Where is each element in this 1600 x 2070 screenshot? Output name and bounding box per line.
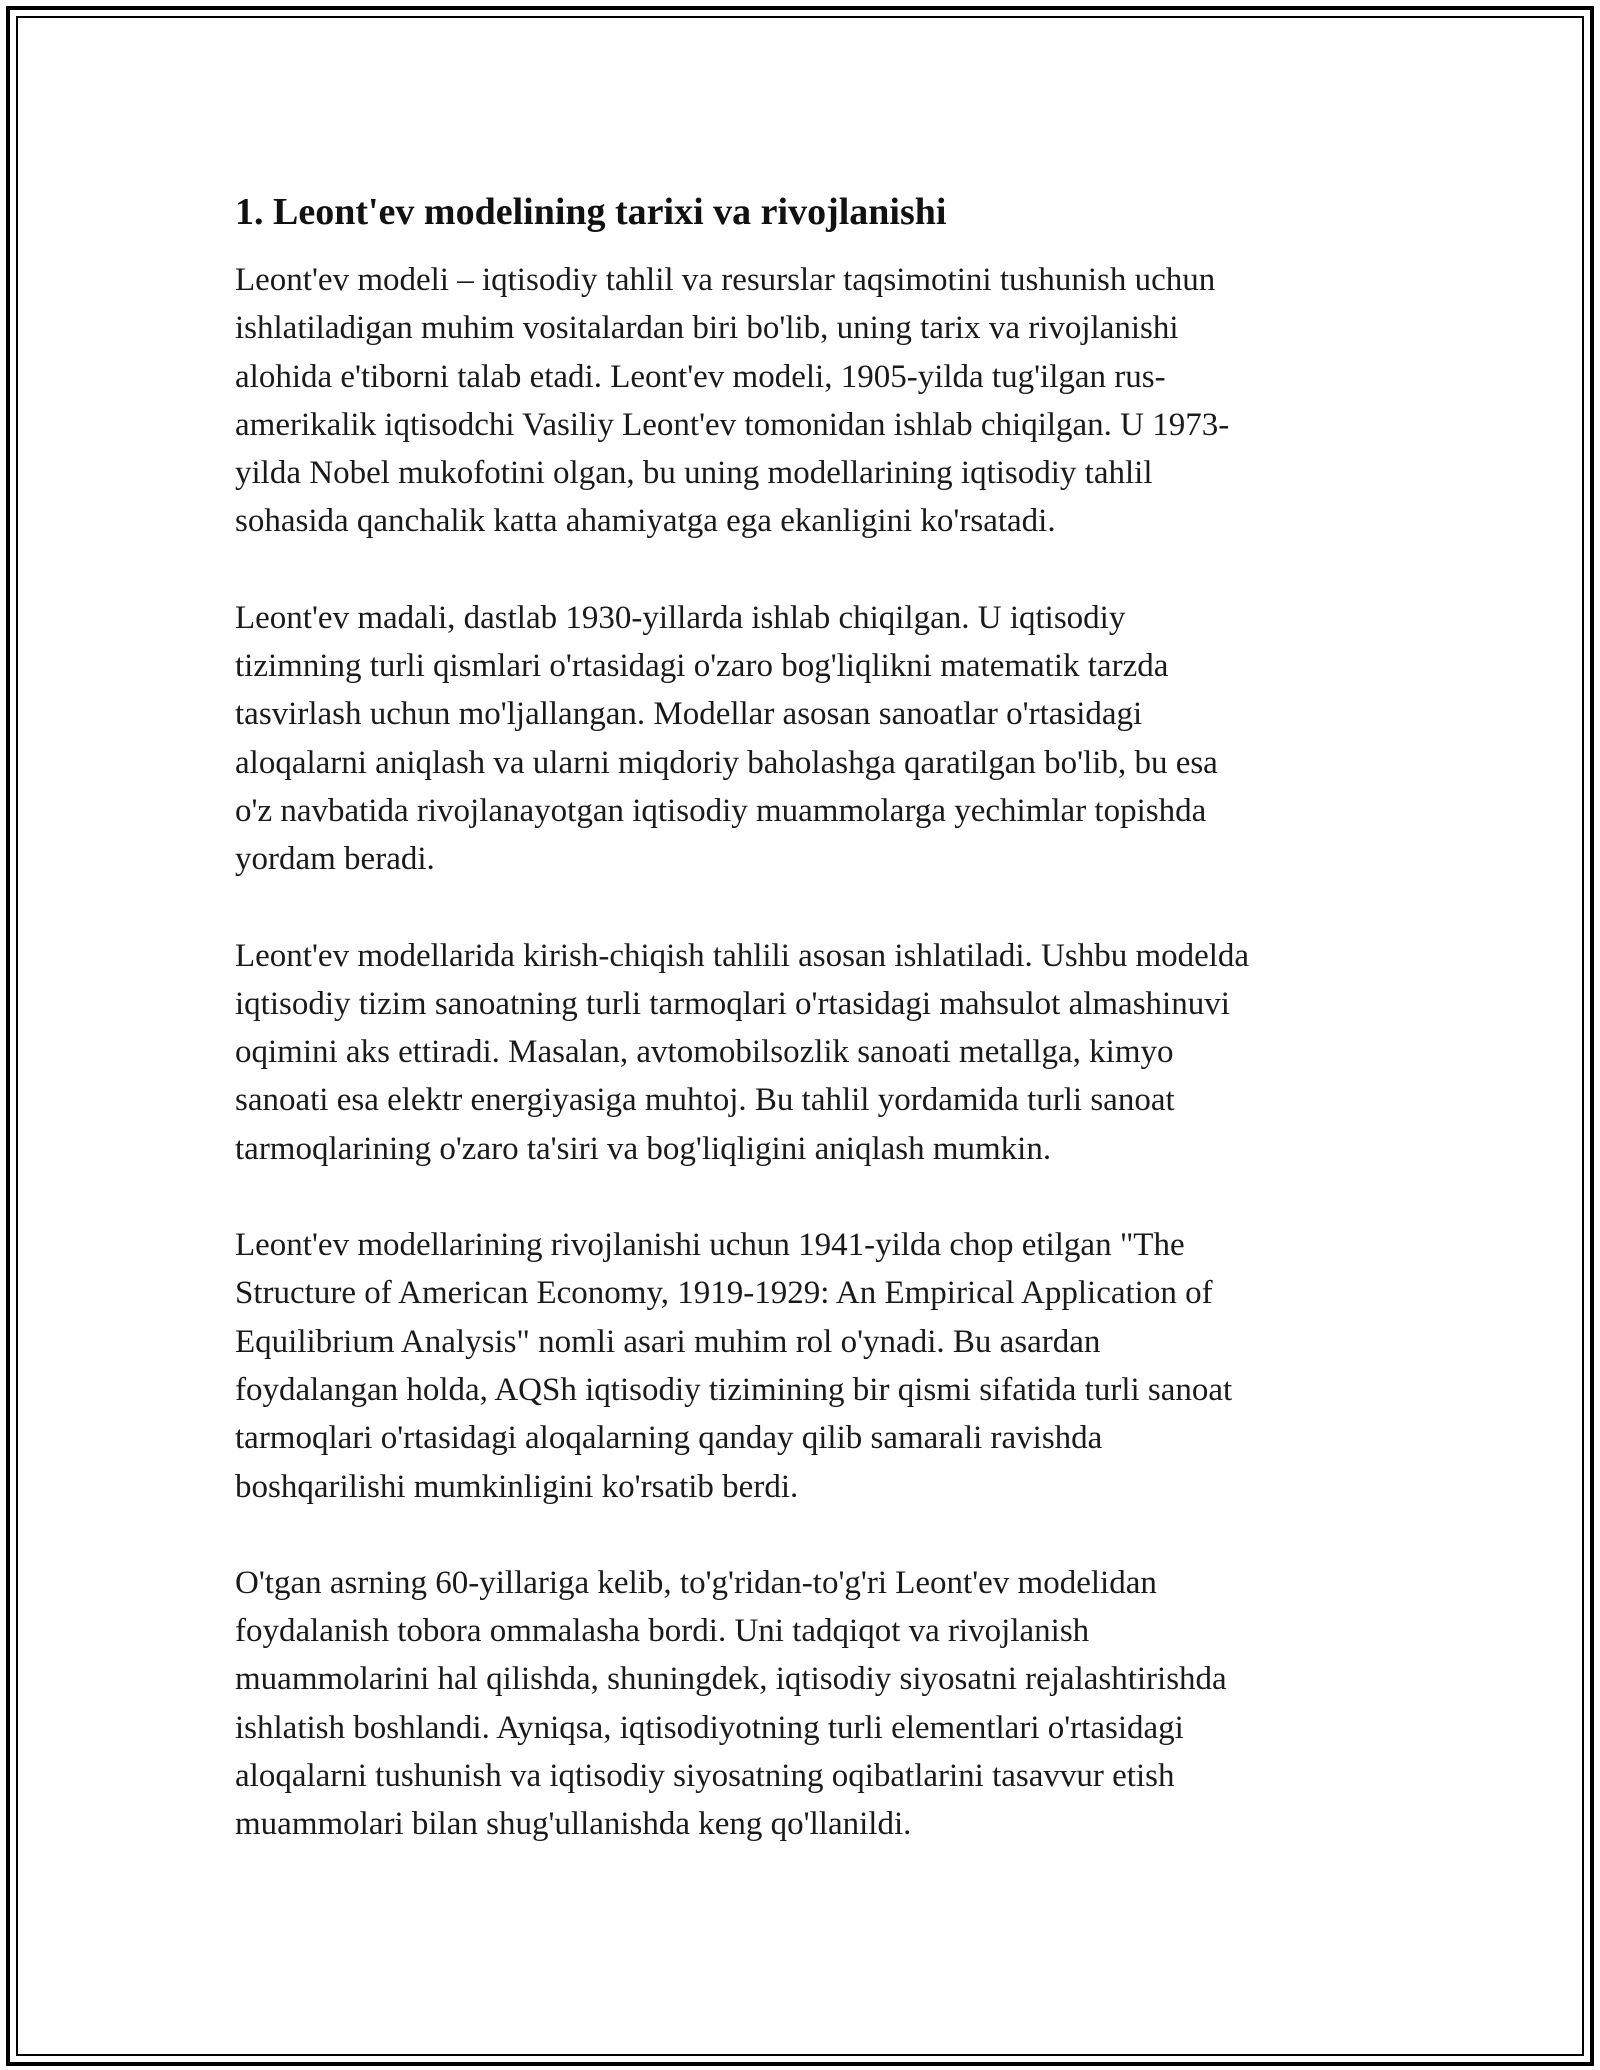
paragraph-line: tasvirlash uchun mo'ljallangan. Modellar asosan sanoatlar o'rtasidagi [235,696,1143,733]
paragraph-line: O'tgan asrning 60-yillariga kelib, to'g'ridan-to'g'ri Leont'ev modelidan [235,1564,1157,1601]
paragraph-line: Leont'ev madali, dastlab 1930-yillarda ishlab chiqilgan. U iqtisodiy [235,599,1126,636]
paragraph-line: foydalangan holda, AQSh iqtisodiy tizimining bir qismi sifatida turli sanoat [235,1371,1233,1408]
paragraph-line: muammolari bilan shug'ullanishda keng qo'llanildi. [235,1806,912,1843]
paragraph-4 [235,1221,1385,1511]
paragraph-line: amerikalik iqtisodchi Vasiliy Leont'ev tomonidan ishlab chiqilgan. U 1973- [235,406,1230,443]
paragraph-line: Leont'ev modellarining rivojlanishi uchun 1941-yilda chop etilgan "The [235,1227,1185,1264]
paragraph-line: tarmoqlarining o'zaro ta'siri va bog'liqligini aniqlash mumkin. [235,1130,1052,1167]
paragraph-line: Equilibrium Analysis" nomli asari muhim rol o'ynadi. Bu asardan [235,1323,1101,1360]
paragraph-line: foydalanish tobora ommalasha bordi. Uni tadqiqot va rivojlanish [235,1613,1090,1650]
paragraph-line: o'z navbatida rivojlanayotgan iqtisodiy muammolarga yechimlar topishda [235,792,1207,829]
paragraph-line: muammolarini hal qilishda, shuningdek, iqtisodiy siyosatni rejalashtirishda [235,1661,1227,1698]
paragraph-line: aloqalarni aniqlash va ularni miqdoriy baholashga qaratilgan bo'lib, bu esa [235,744,1218,781]
paragraph-3 [235,932,1385,1173]
paragraph-line: Leont'ev modeli – iqtisodiy tahlil va resurslar taqsimotini tushunish uchun [235,262,1216,298]
paragraph-line: tizimning turli qismlari o'rtasidagi o'zaro bog'liqlikni matematik tarzda [235,648,1169,685]
paragraph-line: boshqarilishi mumkinligini ko'rsatib berdi. [235,1468,799,1505]
paragraph-line: yilda Nobel mukofotini olgan, bu uning modellarining iqtisodiy tahlil [235,455,1153,492]
paragraph-line: oqimini aks ettiradi. Masalan, avtomobilsozlik sanoati metallga, kimyo [235,1034,1174,1071]
paragraph-5 [235,1559,1385,1849]
paragraph-line: iqtisodiy tizim sanoatning turli tarmoqlari o'rtasidagi mahsulot almashinuvi [235,985,1230,1022]
paragraph-line: tarmoqlari o'rtasidagi aloqalarning qanday qilib samarali ravishda [235,1420,1103,1457]
paragraph-line: Leont'ev modellarida kirish-chiqish tahlili asosan ishlatiladi. Ushbu modelda [235,937,1250,974]
paragraph-line: yordam beradi. [235,841,435,878]
paragraph-2 [235,594,1385,884]
paragraph-1 [235,256,1385,546]
section-heading: 1. Leont'ev modelining tarixi va rivojlanishi [235,191,947,233]
paragraph-line: Structure of American Economy, 1919-1929: An Empirical Application of [235,1275,1213,1312]
paragraph-line: sanoati esa elektr energiyasiga muhtoj. Bu tahlil yordamida turli sanoat [235,1082,1175,1119]
paragraph-line: ishlatish boshlandi. Ayniqsa, iqtisodiyotning turli elementlari o'rtasidagi [235,1709,1184,1746]
paragraph-line: sohasida qanchalik katta ahamiyatga ega ekanligini ko'rsatadi. [235,503,1056,540]
paragraph-line: ishlatiladigan muhim vositalardan biri bo'lib, uning tarix va rivojlanishi [235,310,1179,347]
document-body [235,188,1385,1897]
paragraph-line: alohida e'tiborni talab etadi. Leont'ev modeli, 1905-yilda tug'ilgan rus- [235,358,1166,395]
paragraph-line: aloqalarni tushunish va iqtisodiy siyosatning oqibatlarini tasavvur etish [235,1758,1175,1795]
